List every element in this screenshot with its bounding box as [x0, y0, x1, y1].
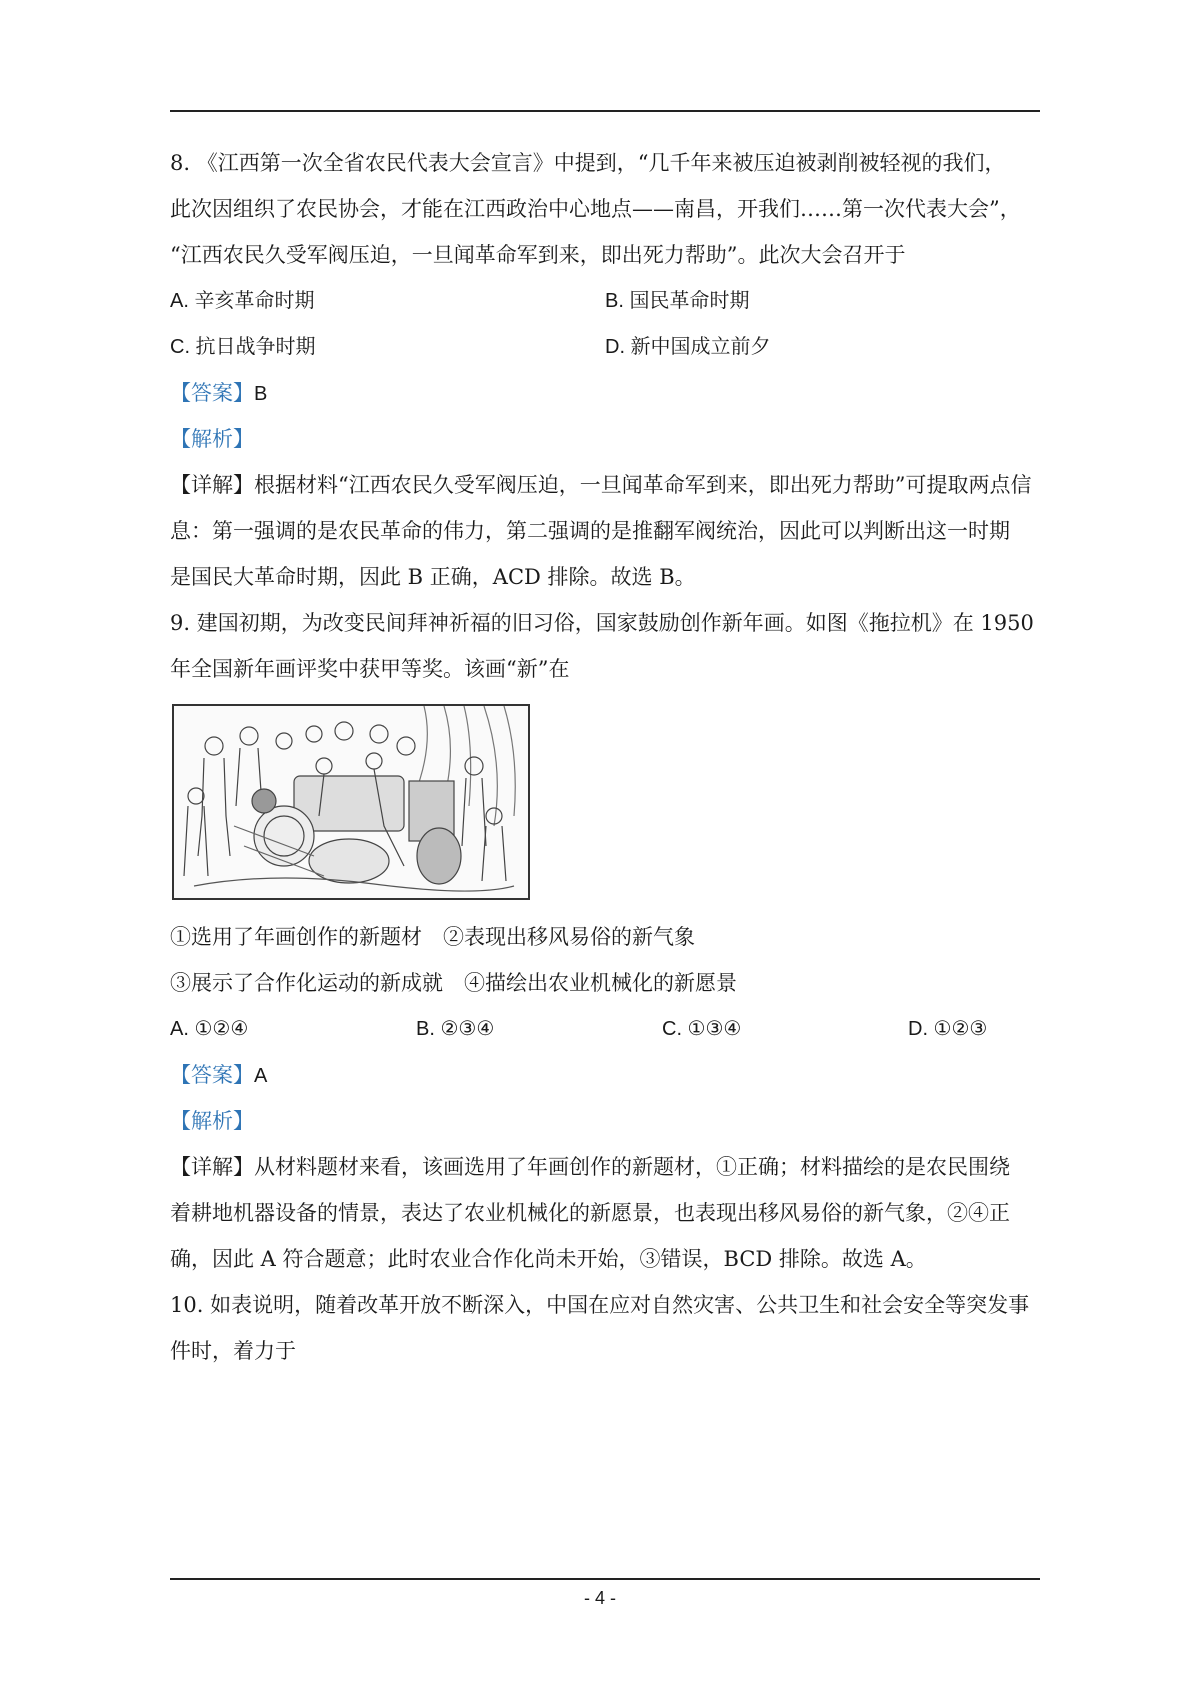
tractor-painting-image — [172, 704, 530, 900]
q8-option-b: B. 国民革命时期 — [605, 290, 750, 312]
q8-answer-value: B — [254, 383, 268, 405]
q9-option-b: B. ②③④ — [416, 1018, 495, 1040]
q10-stem-line-2: 件时，着力于 — [170, 1339, 296, 1363]
q8-stem-line-3: “江西农民久受军阀压迫，一旦闻革命军到来，即出死力帮助”。此次大会召开于 — [170, 243, 906, 267]
q8-option-c: C. 抗日战争时期 — [170, 336, 316, 358]
q8-option-d: D. 新中国成立前夕 — [605, 336, 771, 358]
q8-analysis-label: 【解析】 — [170, 427, 254, 451]
q8-option-a: A. 辛亥革命时期 — [170, 290, 315, 312]
q9-answer — [170, 1052, 1040, 1098]
question-9 — [170, 600, 1040, 1282]
q9-detail-line-2: 着耕地机器设备的情景，表达了农业机械化的新愿景，也表现出移风易俗的新气象，②④正 — [170, 1201, 1010, 1225]
q8-detail-line-2: 息：第一强调的是农民革命的伟力，第二强调的是推翻军阀统治，因此可以判断出这一时期 — [170, 519, 1010, 543]
footer-rule — [170, 1578, 1040, 1580]
q9-option-c: C. ①③④ — [662, 1018, 742, 1040]
question-10 — [170, 1282, 1040, 1374]
page-number: - 4 - — [583, 1588, 616, 1608]
tractor-illustration — [174, 706, 528, 898]
q8-stem-line-2: 此次因组织了农民协会，才能在江西政治中心地点——南昌，开我们……第一次代表大会”， — [170, 197, 1021, 221]
q9-detail-line-1: 【详解】从材料题材来看，该画选用了年画创作的新题材，①正确；材料描绘的是农民围绕 — [170, 1155, 1010, 1179]
q8-stem-line-1: 8. 《江西第一次全省农民代表大会宣言》中提到，“几千年来被压迫被剥削被轻视的我们， — [170, 151, 1006, 175]
page-body — [170, 140, 1040, 1374]
q9-answer-label: 【答案】 — [170, 1063, 254, 1087]
q8-answer-label: 【答案】 — [170, 381, 254, 405]
q8-detail-line-1: 【详解】根据材料“江西农民久受军阀压迫，一旦闻革命军到来，即出死力帮助”可提取两点信 — [170, 473, 1032, 497]
q9-item-line-2: ③展示了合作化运动的新成就 ④描绘出农业机械化的新愿景 — [170, 971, 737, 995]
q8-detail-line-3: 是国民大革命时期，因此 B 正确，ACD 排除。故选 B。 — [170, 565, 696, 589]
q9-options-row — [170, 1006, 1040, 1052]
header-rule — [170, 110, 1040, 112]
q9-item-line-1: ①选用了年画创作的新题材 ②表现出移风易俗的新气象 — [170, 925, 695, 949]
q9-answer-value: A — [254, 1065, 268, 1087]
question-8 — [170, 140, 1040, 600]
q8-options-row-1 — [170, 278, 1040, 324]
q9-stem-line-1: 9. 建国初期，为改变民间拜神祈福的旧习俗，国家鼓励创作新年画。如图《拖拉机》在 1950 — [170, 611, 1034, 635]
q8-answer — [170, 370, 1040, 416]
q9-detail-line-3: 确，因此 A 符合题意；此时农业合作化尚未开始，③错误，BCD 排除。故选 A。 — [170, 1247, 927, 1271]
q9-analysis-label: 【解析】 — [170, 1109, 254, 1133]
q8-options-row-2 — [170, 324, 1040, 370]
q9-option-d: D. ①②③ — [908, 1018, 988, 1040]
q9-stem-line-2: 年全国新年画评奖中获甲等奖。该画“新”在 — [170, 657, 570, 681]
q10-stem-line-1: 10. 如表说明，随着改革开放不断深入，中国在应对自然灾害、公共卫生和社会安全等突发事 — [170, 1293, 1030, 1317]
q9-option-a: A. ①②④ — [170, 1018, 249, 1040]
